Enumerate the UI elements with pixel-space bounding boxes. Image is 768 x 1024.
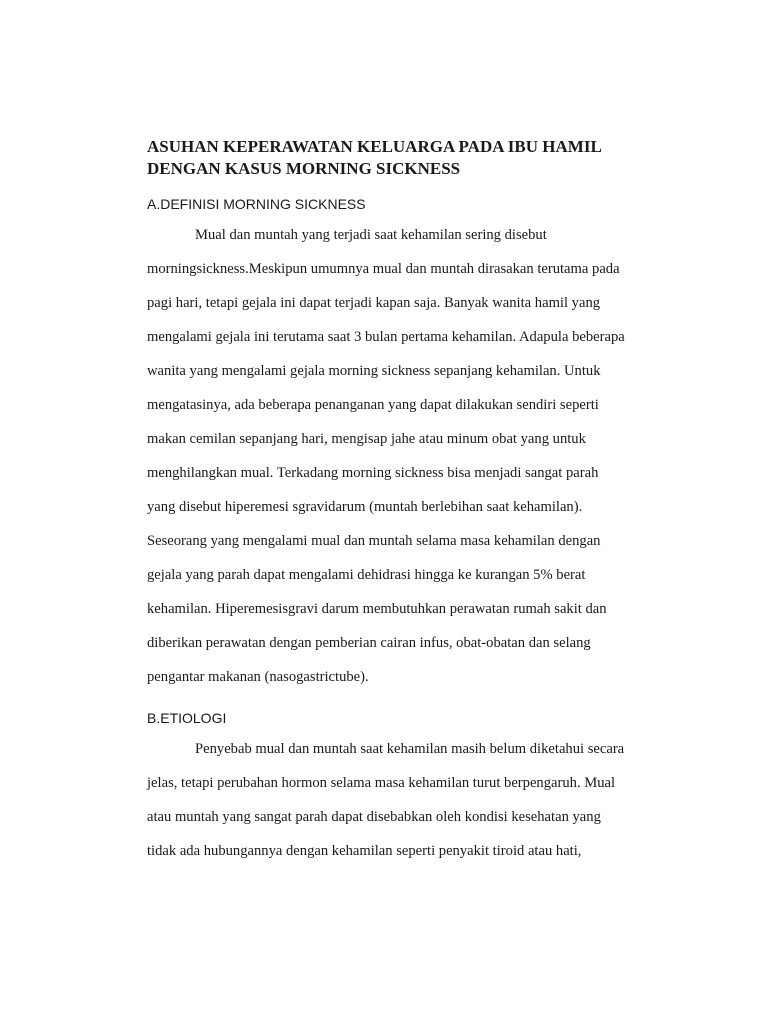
section-b-paragraph bbox=[147, 740, 667, 876]
paragraph-line: diberikan perawatan dengan pemberian cairan infus, obat-obatan dan selang bbox=[147, 635, 591, 651]
paragraph-line: wanita yang mengalami gejala morning sickness sepanjang kehamilan. Untuk bbox=[147, 363, 601, 379]
section-b-heading: B.ETIOLOGI bbox=[147, 710, 227, 726]
paragraph-line: jelas, tetapi perubahan hormon selama masa kehamilan turut berpengaruh. Mual bbox=[147, 775, 616, 791]
title-line: DENGAN KASUS MORNING SICKNESS bbox=[147, 159, 461, 178]
paragraph-line: Mual dan muntah yang terjadi saat kehamilan sering disebut bbox=[195, 227, 547, 243]
paragraph-line: mengatasinya, ada beberapa penanganan yang dapat dilakukan sendiri seperti bbox=[147, 397, 599, 413]
paragraph-line: atau muntah yang sangat parah dapat disebabkan oleh kondisi kesehatan yang bbox=[147, 809, 601, 825]
paragraph-line: mengalami gejala ini terutama saat 3 bulan pertama kehamilan. Adapula beberapa bbox=[147, 329, 625, 345]
section-a-heading: A.DEFINISI MORNING SICKNESS bbox=[147, 196, 366, 212]
paragraph-line: Seseorang yang mengalami mual dan muntah selama masa kehamilan dengan bbox=[147, 533, 601, 549]
paragraph-line: Penyebab mual dan muntah saat kehamilan masih belum diketahui secara bbox=[195, 741, 625, 757]
paragraph-line: pengantar makanan (nasogastrictube). bbox=[147, 669, 369, 685]
paragraph-line: menghilangkan mual. Terkadang morning sickness bisa menjadi sangat parah bbox=[147, 465, 599, 481]
paragraph-line: yang disebut hiperemesi sgravidarum (muntah berlebihan saat kehamilan). bbox=[147, 499, 583, 515]
paragraph-line: gejala yang parah dapat mengalami dehidrasi hingga ke kurangan 5% berat bbox=[147, 567, 586, 583]
paragraph-line: tidak ada hubungannya dengan kehamilan seperti penyakit tiroid atau hati, bbox=[147, 843, 582, 859]
title-line: ASUHAN KEPERAWATAN KELUARGA PADA IBU HAMIL bbox=[147, 137, 602, 156]
paragraph-line: makan cemilan sepanjang hari, mengisap jahe atau minum obat yang untuk bbox=[147, 431, 586, 447]
paragraph-line: pagi hari, tetapi gejala ini dapat terjadi kapan saja. Banyak wanita hamil yang bbox=[147, 295, 601, 311]
document-title bbox=[147, 136, 667, 180]
paragraph-line: morningsickness.Meskipun umumnya mual dan muntah dirasakan terutama pada bbox=[147, 261, 620, 277]
paragraph-line: kehamilan. Hiperemesisgravi darum membutuhkan perawatan rumah sakit dan bbox=[147, 601, 607, 617]
section-a-paragraph bbox=[147, 226, 667, 702]
